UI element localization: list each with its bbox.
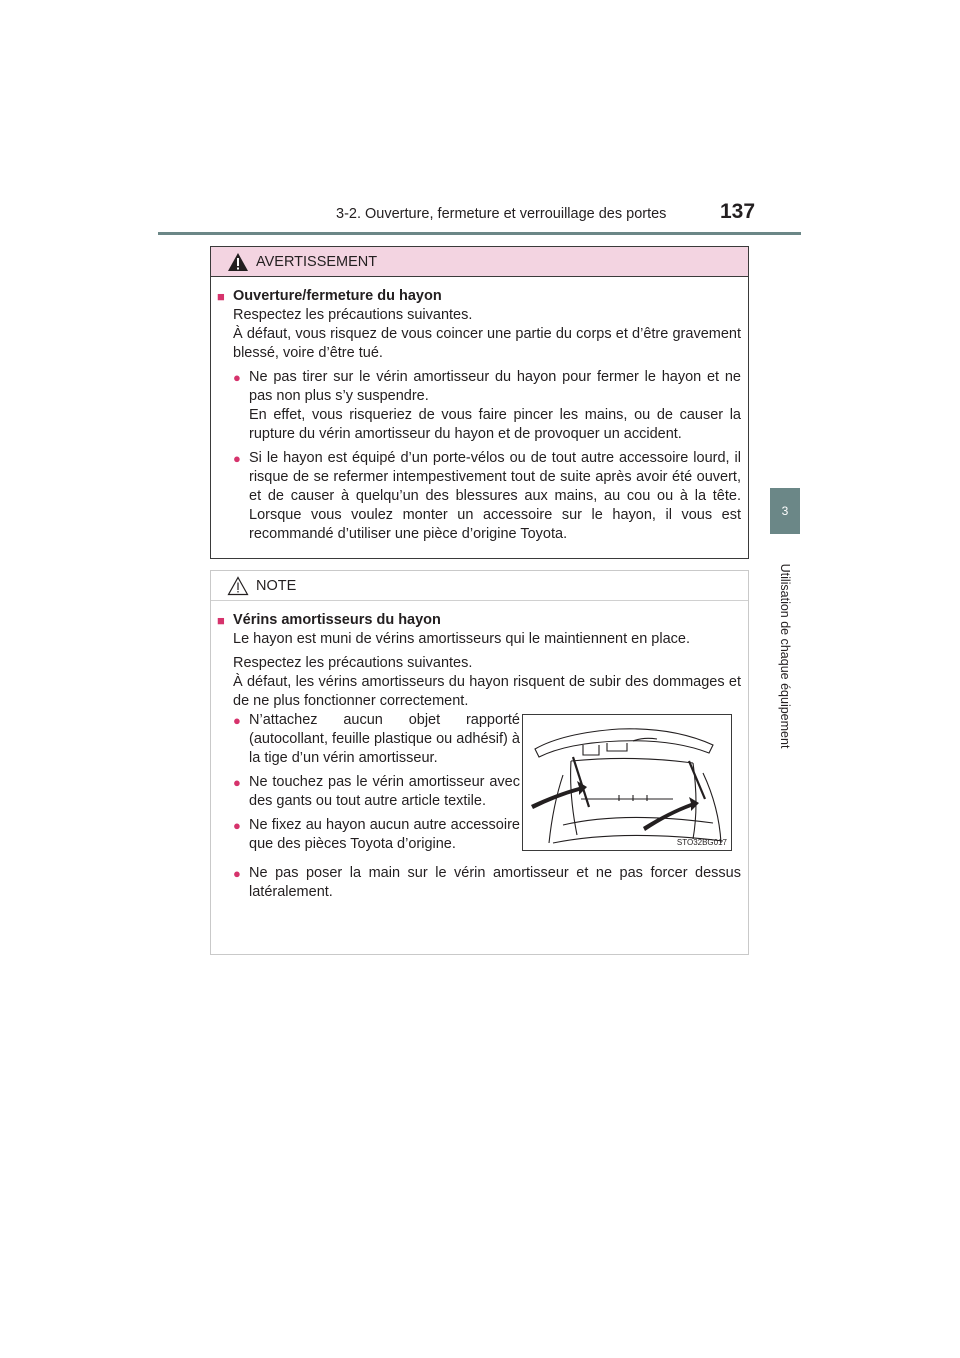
chapter-tab: [770, 488, 800, 534]
figure-code: STO32BG017: [676, 838, 727, 847]
warning-section-title-text: Ouverture/fermeture du hayon: [233, 288, 442, 304]
note-line-2: Respectez les précautions suivantes.: [233, 655, 473, 671]
note-bullet-2-text: Ne touchez pas le vérin amortisseur avec des gants ou tout autre article textile.: [249, 774, 520, 809]
note-bullet-2: [217, 773, 520, 811]
round-bullet-icon: ●: [233, 713, 241, 728]
note-left-column: [217, 711, 520, 854]
warning-intro-2: À défaut, vous risquez de vous coincer une partie du corps et d’être gravement blessé, voire d’être tué.: [233, 326, 741, 361]
warning-box: [210, 246, 749, 559]
tailgate-drawing: [523, 715, 731, 850]
page-number: 137: [720, 200, 756, 223]
warning-bullet-1-text-a: Ne pas tirer sur le vérin amortisseur du hayon pour fermer le hayon et ne pas non plus s’y suspendre.: [249, 369, 741, 404]
caution-triangle-outline-icon: [227, 576, 249, 596]
round-bullet-icon: ●: [233, 775, 241, 790]
header-rule: [158, 232, 801, 235]
note-line-3: À défaut, les vérins amortisseurs du hayon risquent de subir des dommages et de ne plus fonctionner correctement.: [233, 674, 741, 709]
warning-bullet-2: [217, 449, 741, 544]
note-line-1: Le hayon est muni de vérins amortisseurs qui le maintiennent en place.: [233, 631, 691, 647]
note-heading: NOTE: [256, 577, 297, 594]
note-bullet-3-text: Ne fixez au hayon aucun autre accessoire que des pièces Toyota d’origine.: [249, 817, 520, 852]
warning-bullet-2-text: Si le hayon est équipé d’un porte-vélos ou de tout autre accessoire lourd, il risque de se refermer intempestivement tout de suite après avoir été ouvert, et de causer à quelqu’un des blessures aux mains, au cou ou à la tête. Lorsque vous voulez monter un accessoire sur le hayon, il vous est recommandé d’utiliser une pièce d’origine Toyota.: [249, 450, 741, 542]
note-section-title-text: Vérins amortisseurs du hayon: [233, 612, 441, 628]
note-bullet-4-text: Ne pas poser la main sur le vérin amortisseur et ne pas forcer dessus latéralement.: [249, 865, 741, 900]
round-bullet-icon: ●: [233, 451, 241, 466]
square-bullet-icon: ■: [217, 289, 225, 304]
tailgate-strut-illustration: [522, 714, 732, 851]
note-box-header: [211, 571, 748, 601]
warning-heading: AVERTISSEMENT: [256, 253, 378, 270]
note-bullet-1: [217, 711, 520, 768]
running-header-title: 3-2. Ouverture, fermeture et verrouillage des portes: [336, 206, 667, 222]
warning-body: [211, 277, 748, 544]
warning-bullet-1-text-b: En effet, vous risqueriez de vous faire pincer les mains, ou de causer la rupture du vérin amortisseur du hayon et de provoquer un accident.: [249, 407, 741, 442]
round-bullet-icon: ●: [233, 818, 241, 833]
warning-box-header: [211, 247, 748, 277]
chapter-number: 3: [781, 504, 789, 518]
warning-intro-1: Respectez les précautions suivantes.: [233, 307, 473, 323]
note-bullet-1-text: N’attachez aucun objet rapporté (autocollant, feuille plastique ou adhésif) à la tige d’un vérin amortisseur.: [249, 712, 520, 766]
note-bullet-3: [217, 816, 520, 854]
note-section-title: [217, 611, 741, 630]
note-bullet-4: [217, 864, 741, 902]
warning-triangle-icon: [227, 252, 249, 272]
chapter-label: Utilisation de chaque équipement: [778, 563, 792, 749]
round-bullet-icon: ●: [233, 866, 241, 881]
warning-bullet-1: [217, 368, 741, 444]
square-bullet-icon: ■: [217, 613, 225, 628]
warning-section-title: [217, 287, 741, 306]
round-bullet-icon: ●: [233, 370, 241, 385]
chapter-label-wrap: [770, 536, 800, 776]
